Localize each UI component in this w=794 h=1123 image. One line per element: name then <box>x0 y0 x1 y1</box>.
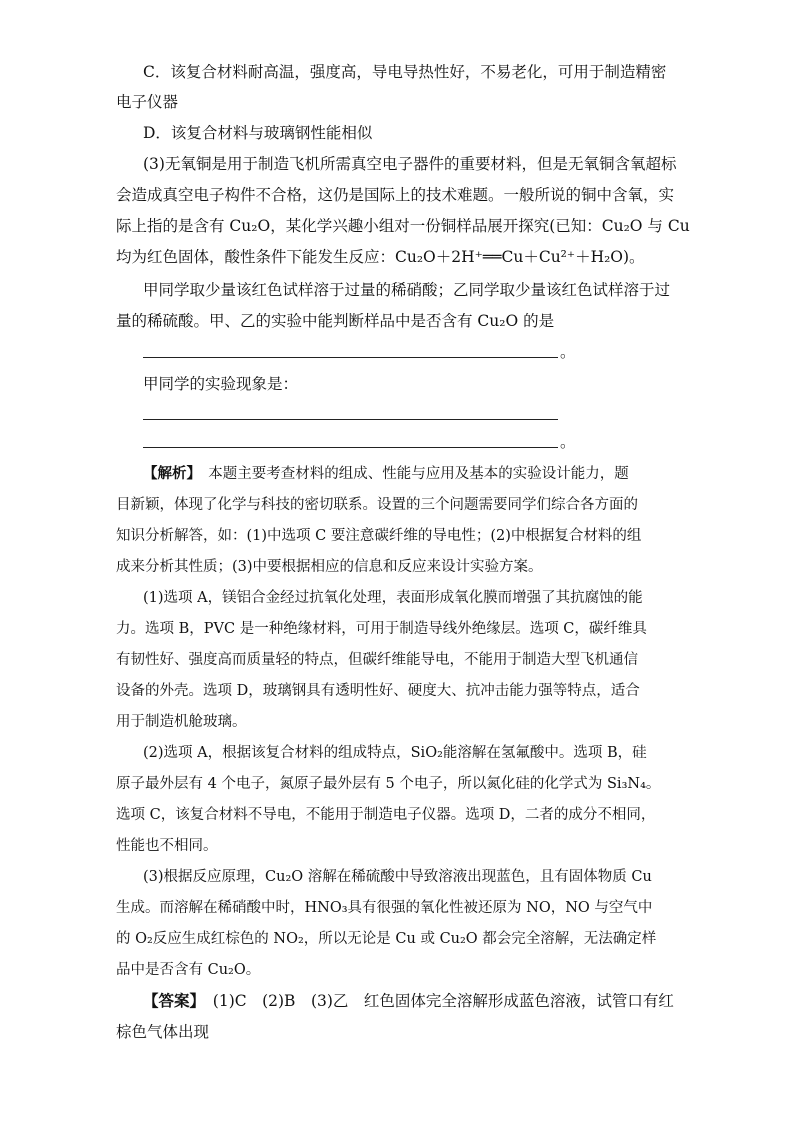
analysis-p3-line2: 原子最外层有 4 个电子，氮原子最外层有 5 个电子，所以氮化硅的化学式为 Si₃N₄。 <box>116 776 661 792</box>
answer-line2: 棕色气体出现 <box>116 1023 210 1041</box>
analysis-p4-line4: 品中是否含有 Cu₂O。 <box>116 962 261 978</box>
analysis-p3-line3: 选项 C，该复合材料不导电，不能用于制造电子仪器。选项 D，二者的成分不相同， <box>116 807 656 823</box>
analysis-p1-line3: 知识分析解答，如：(1)中选项 C 要注意碳纤维的导电性；(2)中根据复合材料的组 <box>116 528 642 544</box>
analysis-p1-line2: 目新颖，体现了化学与科技的密切联系。设置的三个问题需要同学们综合各方面的 <box>116 497 638 513</box>
answer-tag: 【答案】 <box>143 991 198 1010</box>
blank-period-2: 。 <box>560 433 576 451</box>
analysis-p2-line3: 有韧性好、强度高而质量轻的特点，但碳纤维能导电，不能用于制造大型飞机通信 <box>116 652 638 668</box>
q3-line2: 会造成真空电子构件不合格，这仍是国际上的技术难题。一般所说的铜中含氧，实 <box>116 186 675 204</box>
analysis-p3-line4: 性能也不相同。 <box>116 838 218 854</box>
analysis-p4-line1: (3)根据反应原理，Cu₂O 溶解在稀硫酸中导致溶液出现蓝色，且有固体物质 Cu <box>143 869 652 885</box>
q3-line4: 均为红色固体，酸性条件下能发生反应：Cu₂O＋2H⁺══Cu＋Cu²⁺＋H₂O)。 <box>116 248 645 266</box>
q3-line5: 甲同学取少量该红色试样溶于过量的稀硝酸；乙同学取少量该红色试样溶于过 <box>143 281 671 299</box>
analysis-p2-line5: 用于制造机舱玻璃。 <box>116 714 247 730</box>
answer-text: (1)C (2)B (3)乙 红色固体完全溶解形成蓝色溶液，试管口有红 <box>212 992 674 1010</box>
analysis-p4-line2: 生成。而溶解在稀硝酸中时，HNO₃具有很强的氧化性被还原为 NO，NO 与空气中 <box>116 900 653 916</box>
q3-line1: (3)无氧铜是用于制造飞机所需真空电子器件的重要材料，但是无氧铜含氧超标 <box>143 155 677 173</box>
option-c-line2: 电子仪器 <box>116 93 179 111</box>
option-c-line1: C．该复合材料耐高温，强度高，导电导热性好，不易老化，可用于制造精密 <box>143 63 667 81</box>
answer-blank-2[interactable] <box>143 419 558 420</box>
blank-period: 。 <box>560 343 576 361</box>
analysis-p1-line1 <box>143 464 663 484</box>
answer-line1 <box>143 991 674 1011</box>
answer-blank-1[interactable] <box>143 357 558 358</box>
q3-line6: 量的稀硫酸。甲、乙的实验中能判断样品中是否含有 Cu₂O 的是 <box>116 312 555 330</box>
analysis-tag: 【解析】 <box>143 465 194 482</box>
analysis-p3-line1: (2)选项 A，根据该复合材料的组成特点，SiO₂能溶解在氢氟酸中。选项 B，硅 <box>143 745 647 761</box>
analysis-p2-line4: 设备的外壳。选项 D，玻璃钢具有透明性好、硬度大、抗冲击能力强等特点，适合 <box>116 683 640 699</box>
q3-line7: 甲同学的实验现象是： <box>143 375 299 393</box>
analysis-p1-line4: 成来分析其性质；(3)中要根据相应的信息和反应来设计实验方案。 <box>116 559 543 575</box>
option-d: D．该复合材料与玻璃钢性能相似 <box>143 124 373 142</box>
analysis-p1-text: 本题主要考查材料的组成、性能与应用及基本的实验设计能力，题 <box>208 466 629 482</box>
analysis-p2-line2: 力。选项 B，PVC 是一种绝缘材料，可用于制造导线外绝缘层。选项 C，碳纤维具 <box>116 621 647 637</box>
analysis-p4-line3: 的 O₂反应生成红棕色的 NO₂，所以无论是 Cu 或 Cu₂O 都会完全溶解，无法确定样 <box>116 931 657 947</box>
analysis-p2-line1: (1)选项 A，镁铝合金经过抗氧化处理，表面形成氧化膜而增强了其抗腐蚀的能 <box>143 590 643 606</box>
q3-line3: 际上指的是含有 Cu₂O，某化学兴趣小组对一份铜样品展开探究(已知：Cu₂O 与 Cu <box>116 217 690 235</box>
answer-blank-3[interactable] <box>143 447 558 448</box>
